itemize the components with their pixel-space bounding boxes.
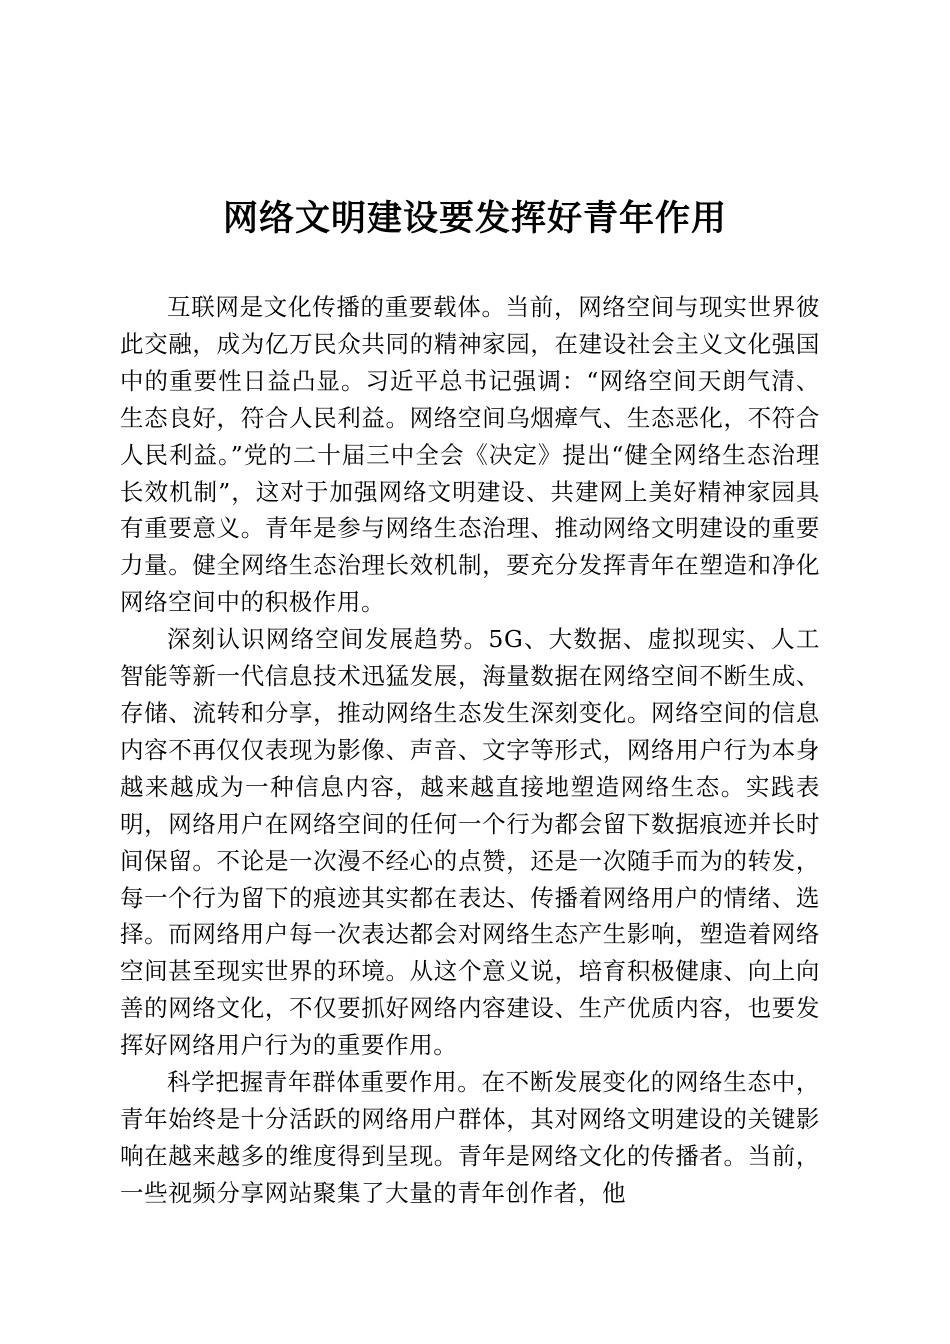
document-title: 网络文明建设要发挥好青年作用 [222, 198, 727, 239]
document-body [120, 289, 820, 1212]
paragraph-intro: 互联网是文化传播的重要载体。当前，网络空间与现实世界彼此交融，成为亿万民众共同的精神家园，在建设社会主义文化强国中的重要性日益凸显。习近平总书记强调：“网络空间天朗气清、生态良好，符合人民利益。网络空间乌烟瘴气、生态恶化，不符合人民利益。”党的二十届三中全会《决定》提出“健全网络生态治理长效机制”，这对于加强网络文明建设、共建网上美好精神家园具有重要意义。青年是参与网络生态治理、推动网络文明建设的重要力量。健全网络生态治理长效机制，要充分发挥青年在塑造和净化网络空间中的积极作用。 [120, 293, 820, 617]
paragraph-trend: 深刻认识网络空间发展趋势。5G、大数据、虚拟现实、人工智能等新一代信息技术迅猛发展，海量数据在网络空间不断生成、存储、流转和分享，推动网络生态发生深刻变化。网络空间的信息内容不再仅仅表现为影像、声音、文字等形式，网络用户行为本身越来越成为一种信息内容，越来越直接地塑造网络生态。实践表明，网络用户在网络空间的任何一个行为都会留下数据痕迹并长时间保留。不论是一次漫不经心的点赞，还是一次随手而为的转发，每一个行为留下的痕迹其实都在表达、传播着网络用户的情绪、选择。而网络用户每一次表达都会对网络生态产生影响，塑造着网络空间甚至现实世界的环境。从这个意义说，培育积极健康、向上向善的网络文化，不仅要抓好网络内容建设、生产优质内容，也要发挥好网络用户行为的重要作用。 [120, 625, 820, 1060]
paragraph-youth: 科学把握青年群体重要作用。在不断发展变化的网络生态中，青年始终是十分活跃的网络用户群体，其对网络文明建设的关键影响在越来越多的维度得到呈现。青年是网络文化的传播者。当前，一些视频分享网站聚集了大量的青年创作者，他 [120, 1068, 820, 1207]
